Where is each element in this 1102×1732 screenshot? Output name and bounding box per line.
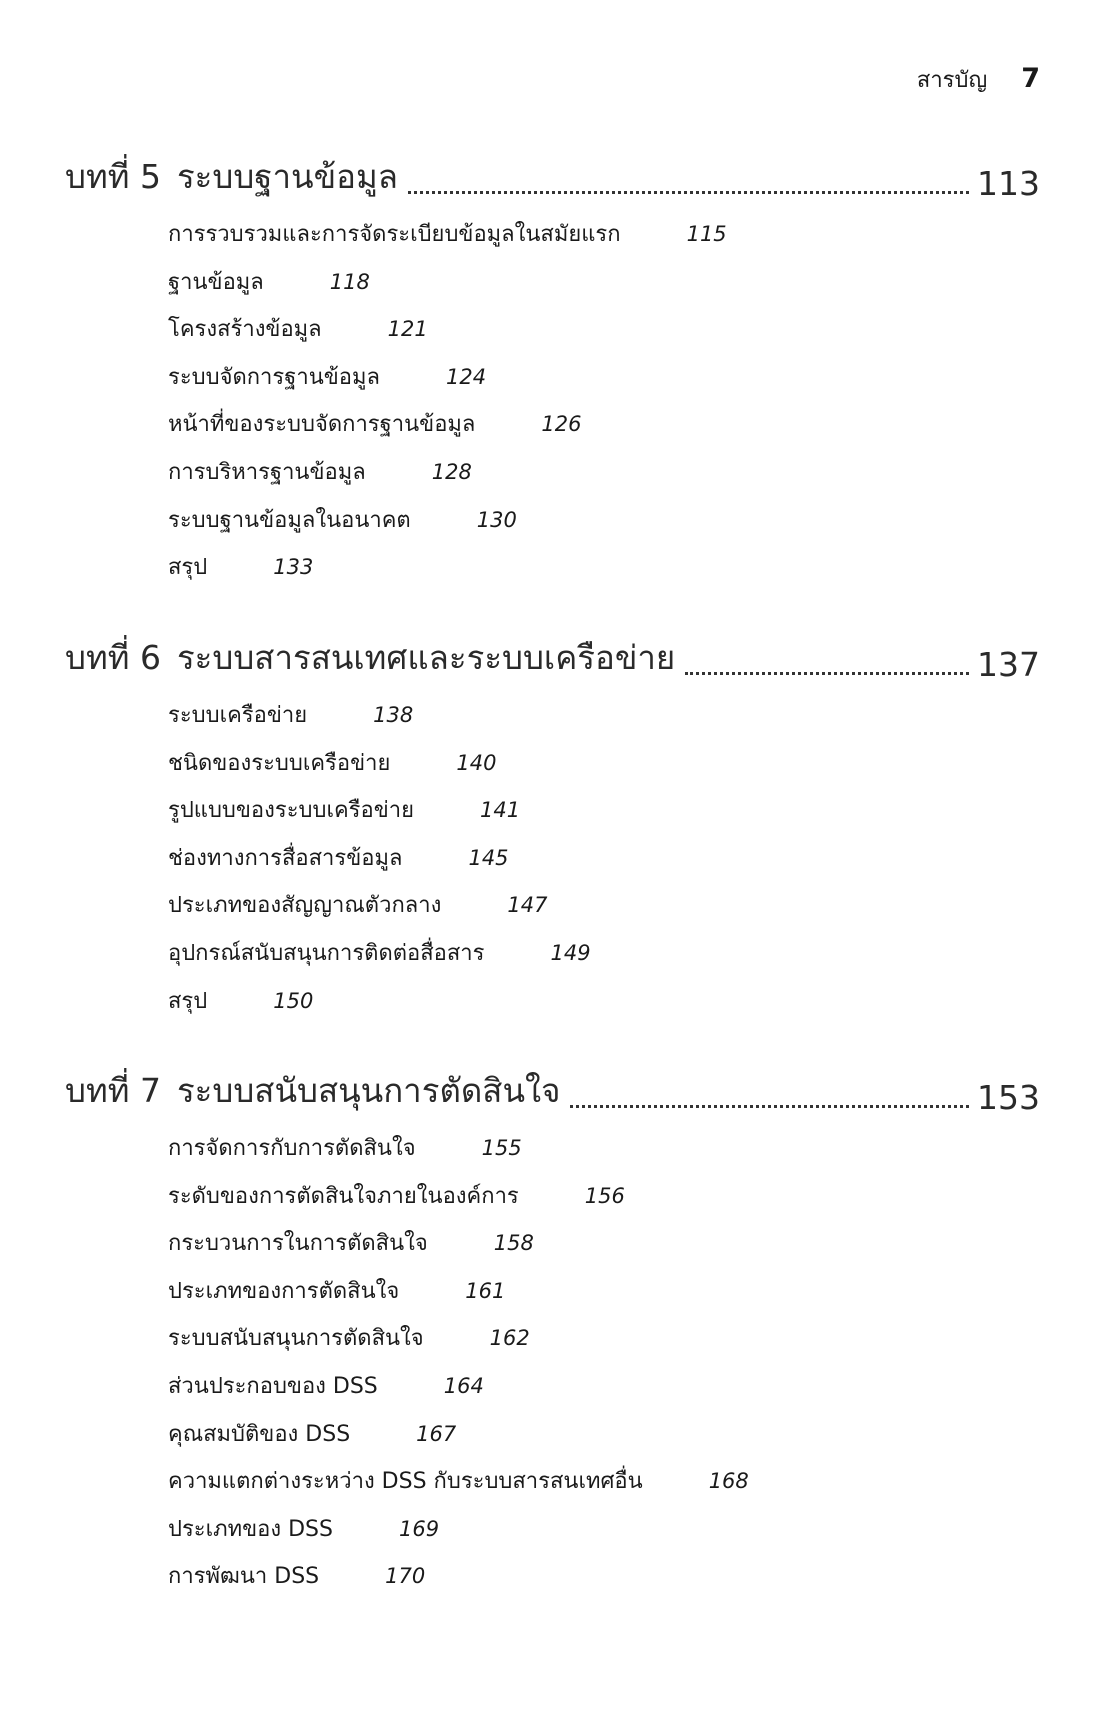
chapter-heading[interactable] (65, 155, 1040, 203)
chapter-heading[interactable] (65, 636, 1040, 684)
toc-entry[interactable] (65, 359, 1040, 407)
toc-entry[interactable] (65, 216, 1040, 264)
toc-entry[interactable] (65, 1178, 1040, 1226)
entry-page-number: 150 (273, 988, 314, 1013)
chapter-5-section (65, 155, 1040, 597)
entry-title: สรุป (168, 555, 208, 581)
entry-page-number: 167 (416, 1421, 457, 1446)
entry-page-number: 121 (387, 317, 428, 342)
entry-title: การพัฒนา DSS (168, 1564, 320, 1590)
entry-page-number: 133 (273, 555, 314, 580)
chapter-label: บทที่ 7 (65, 1071, 161, 1110)
entry-title: กระบวนการในการตัดสินใจ (168, 1231, 428, 1257)
entry-title: ส่วนประกอบของ DSS (168, 1373, 378, 1399)
toc-entry[interactable] (65, 549, 1040, 597)
entry-list (65, 697, 1040, 1030)
entry-page-number: 169 (398, 1516, 440, 1541)
toc-entry[interactable] (65, 454, 1040, 502)
toc-entry[interactable] (65, 311, 1040, 359)
running-title: สารบัญ (916, 68, 988, 93)
dot-leader (685, 672, 969, 675)
toc-entry[interactable] (65, 1416, 1040, 1464)
entry-page-number: 115 (686, 222, 727, 246)
entry-page-number: 128 (431, 459, 472, 484)
toc-entry[interactable] (65, 983, 1040, 1031)
toc-entry[interactable] (65, 1320, 1040, 1368)
toc-entry[interactable] (65, 1130, 1040, 1178)
page-number: 7 (1021, 63, 1040, 94)
entry-page-number: 126 (541, 412, 582, 437)
toc-entry[interactable] (65, 502, 1040, 550)
chapter-label: บทที่ 5 (65, 157, 161, 196)
chapter-page-number: 137 (977, 645, 1040, 684)
toc-entry[interactable] (65, 935, 1040, 983)
entry-page-number: 156 (584, 1183, 625, 1208)
entry-title: สรุป (168, 988, 208, 1014)
entry-page-number: 158 (493, 1231, 534, 1256)
entry-title: ระบบเครือข่าย (168, 703, 308, 728)
entry-page-number: 149 (550, 940, 591, 965)
entry-title: ระบบฐานข้อมูลในอนาคต (168, 507, 411, 533)
entry-title: การรวบรวมและการจัดระเบียบข้อมูลในสมัยแรก (168, 222, 621, 247)
toc-entry[interactable] (65, 264, 1040, 312)
entry-title: ประเภทของการตัดสินใจ (168, 1278, 400, 1304)
entry-title: คุณสมบัติของ DSS (168, 1421, 351, 1447)
entry-page-number: 118 (329, 269, 370, 294)
toc-entry[interactable] (65, 887, 1040, 935)
entry-page-number: 164 (443, 1373, 484, 1398)
toc-entry[interactable] (65, 697, 1040, 745)
entry-title: ระดับของการตัดสินใจภายในองค์การ (168, 1183, 519, 1209)
entry-page-number: 138 (373, 703, 414, 727)
entry-list (65, 1130, 1040, 1606)
toc-entry[interactable] (65, 406, 1040, 454)
entry-title: ฐานข้อมูล (168, 269, 264, 295)
entry-title: ความแตกต่างระหว่าง DSS กับระบบสารสนเทศอื่น (168, 1469, 643, 1495)
entry-title: หน้าที่ของระบบจัดการฐานข้อมูล (168, 412, 476, 438)
entry-title: ระบบจัดการฐานข้อมูล (168, 364, 380, 390)
entry-title: ประเภทของสัญญาณตัวกลาง (168, 893, 442, 919)
entry-page-number: 124 (446, 364, 487, 389)
toc-entry[interactable] (65, 840, 1040, 888)
entry-list (65, 216, 1040, 597)
chapter-7-section (65, 1069, 1040, 1606)
toc-entry[interactable] (65, 1463, 1040, 1511)
entry-title: การบริหารฐานข้อมูล (168, 459, 366, 485)
running-header (917, 62, 1040, 97)
dot-leader (408, 191, 969, 194)
chapter-heading[interactable] (65, 1069, 1040, 1117)
entry-page-number: 147 (507, 893, 548, 918)
entry-page-number: 168 (708, 1469, 749, 1494)
toc-entry[interactable] (65, 1273, 1040, 1321)
toc-entry[interactable] (65, 1225, 1040, 1273)
chapter-title: ระบบสนับสนุนการตัดสินใจ (176, 1071, 561, 1110)
entry-title: ชนิดของระบบเครือข่าย (168, 750, 391, 776)
entry-page-number: 162 (489, 1326, 530, 1351)
chapter-page-number: 153 (977, 1078, 1040, 1117)
entry-title: อุปกรณ์สนับสนุนการติดต่อสื่อสาร (168, 940, 485, 966)
entry-title: รูปแบบของระบบเครือข่าย (168, 798, 414, 824)
entry-page-number: 130 (476, 507, 517, 532)
entry-page-number: 141 (480, 798, 521, 823)
entry-title: ประเภทของ DSS (168, 1516, 333, 1542)
chapter-title: ระบบฐานข้อมูล (176, 157, 398, 196)
toc-entry[interactable] (65, 745, 1040, 793)
toc-entry[interactable] (65, 792, 1040, 840)
entry-title: การจัดการกับการตัดสินใจ (168, 1136, 416, 1161)
toc-entry[interactable] (65, 1511, 1040, 1559)
entry-page-number: 161 (465, 1278, 506, 1303)
chapter-page-number: 113 (977, 164, 1040, 203)
chapter-6-section (65, 636, 1040, 1030)
entry-page-number: 145 (468, 845, 509, 870)
toc-entry[interactable] (65, 1368, 1040, 1416)
toc-entry[interactable] (65, 1558, 1040, 1606)
entry-page-number: 155 (481, 1136, 522, 1160)
dot-leader (570, 1105, 969, 1108)
chapter-title: ระบบสารสนเทศและระบบเครือข่าย (176, 638, 676, 677)
entry-title: ช่องทางการสื่อสารข้อมูล (168, 845, 403, 871)
entry-page-number: 140 (456, 750, 497, 775)
chapter-label: บทที่ 6 (65, 638, 161, 677)
entry-page-number: 170 (385, 1564, 426, 1589)
entry-title: ระบบสนับสนุนการตัดสินใจ (168, 1326, 424, 1352)
entry-title: โครงสร้างข้อมูล (168, 317, 322, 343)
